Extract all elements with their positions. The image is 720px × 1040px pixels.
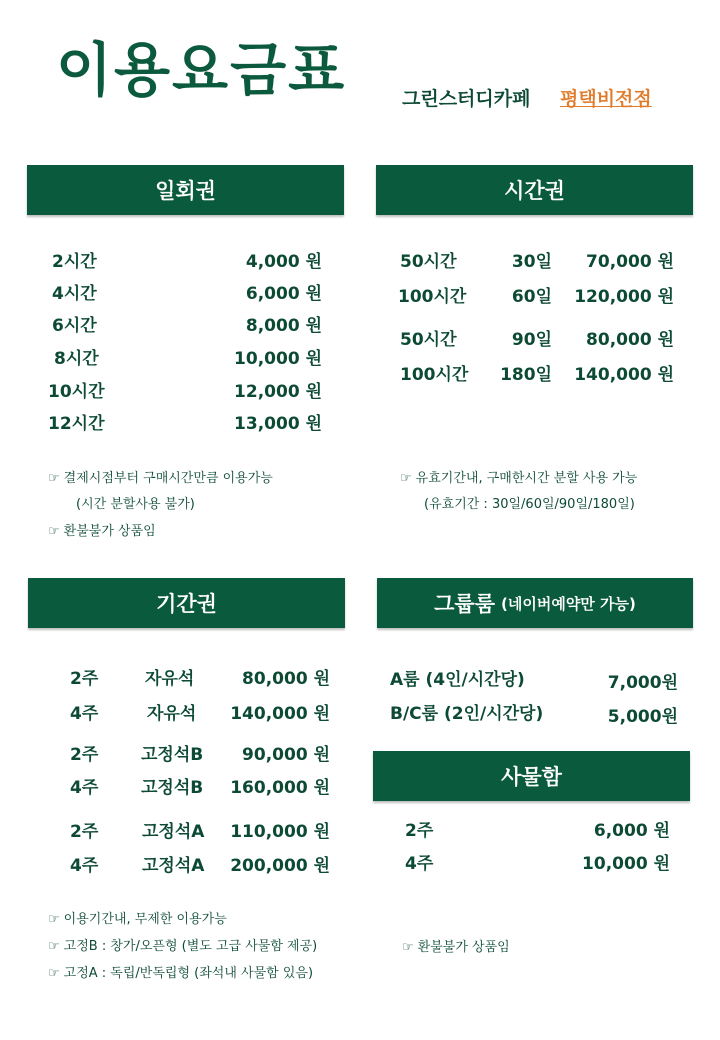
daily-duration: 12시간 [48,414,105,434]
cafe-name: 그린스터디카페 [402,88,531,110]
locker-header [373,751,690,801]
hourly-price: 120,000 원 [574,287,674,307]
locker-price: 6,000 원 [593,821,670,841]
period-term: 2주 [70,745,99,765]
locker-price: 10,000 원 [582,854,670,874]
hourly-days: 90일 [511,330,552,350]
pointing-hand-icon: ☞ [48,939,60,954]
period-seat: 고정석A [142,822,205,842]
period-term: 4주 [70,856,99,876]
group-room-header [377,578,693,628]
daily-duration: 10시간 [48,382,105,402]
daily-price: 6,000 원 [245,284,322,304]
pointing-hand-icon: ☞ [48,471,60,486]
period-pass-header [28,578,345,628]
period-price: 80,000 원 [242,669,330,689]
locker-term: 4주 [405,854,434,874]
daily-duration: 4시간 [52,284,97,304]
daily-note: ☞ 결제시점부터 구매시간만큼 이용가능 [48,471,273,486]
daily-duration: 6시간 [52,316,97,336]
period-pass-title: 기간권 [156,592,217,616]
daily-price: 4,000 원 [245,252,322,272]
group-room-price: 5,000원 [607,707,678,727]
hourly-hours: 100시간 [398,287,467,307]
hourly-pass-title: 시간권 [504,179,565,203]
period-seat: 고정석A [142,856,205,876]
daily-price: 12,000 원 [234,382,322,402]
period-seat: 고정석B [141,778,204,798]
period-term: 4주 [70,778,99,798]
pointing-hand-icon: ☞ [400,471,412,486]
daily-price: 8,000 원 [245,316,322,336]
pointing-hand-icon: ☞ [48,966,60,981]
daily-duration: 2시간 [52,252,97,272]
page-title: 이용요금표 [56,36,347,104]
period-price: 110,000 원 [230,822,330,842]
hourly-price: 70,000 원 [586,252,674,272]
hourly-note: (유효기간 : 30일/60일/90일/180일) [424,497,635,512]
pointing-hand-icon: ☞ [48,912,60,927]
branch-name: 평택비전점 [560,88,652,110]
daily-price: 10,000 원 [234,349,322,369]
locker-note: ☞ 환불불가 상품임 [402,940,510,955]
daily-price: 13,000 원 [234,414,322,434]
daily-note: ☞ 환불불가 상품임 [48,524,156,539]
locker-term: 2주 [405,821,434,841]
hourly-days: 60일 [511,287,552,307]
group-room-name: A룸 (4인/시간당) [390,670,525,690]
hourly-price: 140,000 원 [574,365,674,385]
group-room-name: B/C룸 (2인/시간당) [390,704,544,724]
hourly-hours: 50시간 [400,330,457,350]
period-seat: 고정석B [141,745,204,765]
hourly-hours: 50시간 [400,252,457,272]
period-term: 2주 [70,669,99,689]
period-seat: 자유석 [145,669,195,689]
pointing-hand-icon: ☞ [402,940,414,955]
daily-duration: 8시간 [54,349,99,369]
hourly-pass-header [376,165,693,215]
group-room-title: 그룹룸 [434,592,495,616]
daily-note: (시간 분할사용 불가) [76,497,195,512]
hourly-price: 80,000 원 [586,330,674,350]
hourly-days: 180일 [500,365,552,385]
period-seat: 자유석 [147,704,197,724]
group-room-price: 7,000원 [607,673,678,693]
daily-pass-title: 일회권 [155,179,216,203]
period-term: 2주 [70,822,99,842]
period-note: ☞ 고정B : 창가/오픈형 (별도 고급 사물함 제공) [48,939,318,954]
hourly-note: ☞ 유효기간내, 구매한시간 분할 사용 가능 [400,471,638,486]
hourly-days: 30일 [511,252,552,272]
period-price: 200,000 원 [230,856,330,876]
group-room-subtitle: (네이버예약만 가능) [501,594,636,613]
period-note: ☞ 고정A : 독립/반독립형 (좌석내 사물함 있음) [48,966,314,981]
period-note: ☞ 이용기간내, 무제한 이용가능 [48,912,227,927]
period-price: 160,000 원 [230,778,330,798]
pointing-hand-icon: ☞ [48,524,60,539]
daily-pass-header [27,165,344,215]
period-term: 4주 [70,704,99,724]
locker-title: 사물함 [501,765,562,789]
period-price: 90,000 원 [242,745,330,765]
period-price: 140,000 원 [230,704,330,724]
hourly-hours: 100시간 [400,365,469,385]
